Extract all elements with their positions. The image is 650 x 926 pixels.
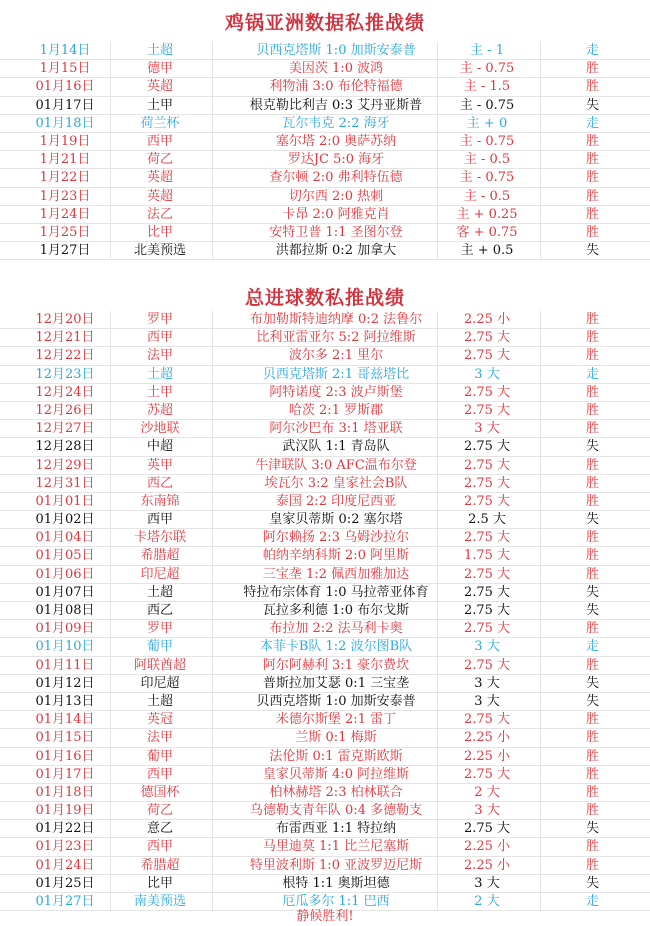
- league-cell: 西乙: [146, 475, 173, 491]
- league-cell: 葡甲: [146, 748, 173, 764]
- table-row: [0, 657, 650, 675]
- line-cell: 2.25 小: [463, 730, 511, 746]
- result-cell: 失: [585, 603, 599, 618]
- result-cell: 胜: [585, 402, 599, 418]
- table-row: [0, 638, 650, 656]
- line-cell: 3 大: [474, 366, 500, 382]
- league-cell: 法甲: [146, 348, 173, 364]
- match-cell: 米德尔斯堡 2:1 雷丁: [275, 712, 397, 728]
- line-cell: 主 - 0.75: [459, 170, 515, 186]
- match-cell: 比利亚雷亚尔 5:2 阿拉维斯: [256, 330, 416, 346]
- date-cell: 12月23日: [35, 366, 95, 382]
- column-divider: [212, 311, 213, 911]
- result-cell: 胜: [585, 857, 599, 873]
- league-cell: 土甲: [146, 384, 173, 400]
- league-cell: 葡甲: [146, 639, 173, 655]
- line-cell: 3 大: [474, 639, 500, 655]
- date-cell: 01月17日: [35, 97, 95, 113]
- line-cell: 主 + 0.5: [460, 243, 514, 259]
- league-cell: 法乙: [146, 206, 173, 222]
- table-row: [0, 584, 650, 602]
- result-cell: 胜: [585, 657, 599, 673]
- result-cell: 失: [585, 584, 599, 600]
- date-cell: 1月21日: [39, 152, 91, 168]
- league-cell: 中超: [146, 439, 173, 455]
- result-cell: 失: [585, 875, 599, 891]
- date-cell: 12月29日: [35, 457, 95, 473]
- league-cell: 法甲: [146, 730, 173, 746]
- league-cell: 荷兰杯: [140, 115, 180, 131]
- match-cell: 法伦斯 0:1 雷克斯欧斯: [269, 748, 403, 764]
- league-cell: 希腊超: [140, 857, 180, 873]
- match-cell: 兰斯 0:1 梅斯: [295, 730, 377, 746]
- result-cell: 失: [585, 439, 599, 455]
- table-row: [0, 784, 650, 802]
- line-cell: 主 - 1: [470, 43, 504, 58]
- date-cell: 12月27日: [35, 421, 95, 437]
- match-cell: 布雷西亚 1:1 特拉纳: [275, 821, 397, 837]
- table-row: [0, 748, 650, 766]
- league-cell: 德国杯: [140, 784, 180, 800]
- date-cell: 01月12日: [35, 675, 95, 691]
- match-cell: 乌德勒支青年队 0:4 多德勒支: [249, 803, 423, 819]
- match-cell: 罗达JC 5:0 海牙: [287, 152, 385, 168]
- date-cell: 1月27日: [39, 243, 91, 259]
- line-cell: 2.75 大: [463, 621, 511, 637]
- date-cell: 01月22日: [35, 821, 95, 837]
- date-cell: 1月23日: [39, 188, 91, 204]
- table-row: [0, 78, 650, 96]
- league-cell: 苏超: [146, 402, 173, 418]
- result-cell: 胜: [585, 224, 599, 240]
- line-cell: 2.75 大: [463, 439, 511, 455]
- date-cell: 01月15日: [35, 730, 95, 746]
- league-cell: 德甲: [146, 61, 173, 77]
- table-row: [0, 875, 650, 893]
- line-cell: 3 大: [474, 675, 500, 691]
- match-cell: 帕纳辛纳科斯 2:0 阿里斯: [262, 548, 410, 564]
- line-cell: 2.75 大: [463, 657, 511, 673]
- line-cell: 2.25 小: [463, 839, 511, 855]
- match-cell: 塞尔塔 2:0 奥萨苏纳: [275, 133, 397, 149]
- league-cell: 东南锦: [140, 493, 180, 509]
- date-cell: 01月13日: [35, 693, 95, 709]
- league-cell: 沙地联: [140, 421, 180, 437]
- match-cell: 布加勒斯特迪纳摩 0:2 法鲁尔: [249, 312, 423, 327]
- result-cell: 走: [585, 43, 599, 58]
- result-cell: 胜: [585, 79, 599, 95]
- match-cell: 武汉队 1:1 青岛队: [282, 439, 390, 455]
- date-cell: 01月19日: [35, 803, 95, 819]
- table-row: [0, 566, 650, 584]
- league-cell: 西甲: [146, 512, 173, 528]
- line-cell: 3 大: [474, 693, 500, 709]
- line-cell: 2.75 大: [463, 475, 511, 491]
- league-cell: 罗甲: [146, 621, 173, 637]
- line-cell: 2.5 大: [468, 512, 506, 528]
- league-cell: 南美预选: [133, 894, 186, 909]
- match-cell: 洪都拉斯 0:2 加拿大: [275, 243, 397, 259]
- result-cell: 胜: [585, 421, 599, 437]
- table-row: [0, 242, 650, 260]
- line-cell: 2.75 大: [463, 530, 511, 546]
- match-cell: 哈茨 2:1 罗斯郡: [288, 402, 384, 418]
- table-row: [0, 475, 650, 493]
- match-cell: 利物浦 3:0 布伦特福德: [269, 79, 403, 95]
- league-cell: 土超: [146, 693, 173, 709]
- date-cell: 01月18日: [35, 115, 95, 131]
- column-divider: [540, 311, 541, 911]
- result-cell: 胜: [585, 188, 599, 204]
- result-cell: 胜: [585, 170, 599, 186]
- league-cell: 英超: [146, 188, 173, 204]
- date-cell: 12月20日: [35, 312, 95, 327]
- league-cell: 西甲: [146, 133, 173, 149]
- league-cell: 英超: [146, 79, 173, 95]
- result-cell: 胜: [585, 384, 599, 400]
- league-cell: 罗甲: [146, 312, 173, 327]
- match-cell: 瓦尔韦克 2:2 海牙: [282, 115, 390, 131]
- column-divider: [540, 42, 541, 260]
- line-cell: 2.75 大: [463, 821, 511, 837]
- result-cell: 失: [585, 675, 599, 691]
- column-divider: [110, 42, 111, 260]
- line-cell: 主 + 0: [466, 115, 508, 131]
- result-cell: 胜: [585, 330, 599, 346]
- league-cell: 荷乙: [146, 152, 173, 168]
- match-cell: 查尔顿 2:0 弗利特伍德: [269, 170, 403, 186]
- table-row: [0, 766, 650, 784]
- league-cell: 西甲: [146, 839, 173, 855]
- league-cell: 土甲: [146, 97, 173, 113]
- match-cell: 布拉加 2:2 法马利卡奥: [269, 621, 403, 637]
- league-cell: 卡塔尔联: [133, 530, 186, 546]
- result-cell: 胜: [585, 312, 599, 327]
- league-cell: 意乙: [146, 821, 173, 837]
- result-cell: 胜: [585, 133, 599, 149]
- league-cell: 英超: [146, 170, 173, 186]
- match-cell: 阿尔赖扬 2:3 乌姆沙拉尔: [262, 530, 410, 546]
- result-cell: 走: [585, 639, 599, 655]
- match-cell: 皇家贝蒂斯 4:0 阿拉维斯: [262, 766, 410, 782]
- date-cell: 12月24日: [35, 384, 95, 400]
- line-cell: 2.75 大: [463, 603, 511, 618]
- line-cell: 客 + 0.75: [456, 224, 518, 240]
- table-row: [0, 693, 650, 711]
- date-cell: 01月10日: [35, 639, 95, 655]
- match-cell: 切尔西 2:0 热刺: [288, 188, 384, 204]
- table-row: [0, 547, 650, 565]
- table-row: [0, 457, 650, 475]
- date-cell: 01月14日: [35, 712, 95, 728]
- line-cell: 主 + 0.25: [456, 206, 518, 222]
- date-cell: 1月25日: [39, 224, 91, 240]
- result-cell: 胜: [585, 548, 599, 564]
- table-row: [0, 347, 650, 365]
- result-cell: 失: [585, 821, 599, 837]
- date-cell: 1月24日: [39, 206, 91, 222]
- match-cell: 马里迪莫 1:1 比兰尼塞斯: [262, 839, 410, 855]
- result-cell: 走: [585, 115, 599, 131]
- result-cell: 失: [585, 693, 599, 709]
- match-cell: 根克勒比利吉 0:3 艾丹亚斯普: [249, 97, 423, 113]
- result-cell: 胜: [585, 730, 599, 746]
- date-cell: 01月07日: [35, 584, 95, 600]
- asian-handicap-table: [0, 42, 650, 260]
- date-cell: 12月28日: [35, 439, 95, 455]
- date-cell: 01月06日: [35, 566, 95, 582]
- result-cell: 胜: [585, 621, 599, 637]
- result-cell: 胜: [585, 748, 599, 764]
- match-cell: 特拉布宗体育 1:0 马拉蒂亚体育: [243, 584, 429, 600]
- match-cell: 牛津联队 3:0 AFC温布尔登: [255, 457, 417, 473]
- table-row: [0, 133, 650, 151]
- table-row: [0, 838, 650, 856]
- table-row: [0, 820, 650, 838]
- date-cell: 12月26日: [35, 402, 95, 418]
- result-cell: 失: [585, 512, 599, 528]
- line-cell: 主 - 0.75: [459, 61, 515, 77]
- match-cell: 普斯拉加艾瑟 0:1 三宝垄: [262, 675, 410, 691]
- match-cell: 贝西克塔斯 1:0 加斯安泰普: [256, 693, 416, 709]
- result-cell: 胜: [585, 61, 599, 77]
- line-cell: 2.75 大: [463, 457, 511, 473]
- table-row: [0, 97, 650, 115]
- date-cell: 01月24日: [35, 857, 95, 873]
- match-cell: 瓦拉多利德 1:0 布尔戈斯: [262, 603, 410, 618]
- line-cell: 主 - 0.75: [459, 133, 515, 149]
- date-cell: 01月08日: [35, 603, 95, 618]
- date-cell: 1月14日: [39, 43, 91, 58]
- league-cell: 西甲: [146, 330, 173, 346]
- table-row: [0, 675, 650, 693]
- date-cell: 12月22日: [35, 348, 95, 364]
- result-cell: 胜: [585, 206, 599, 222]
- match-cell: 特里波利斯 1:0 亚波罗迈尼斯: [249, 857, 423, 873]
- match-cell: 柏林赫塔 2:3 柏林联合: [269, 784, 403, 800]
- table-row: [0, 151, 650, 169]
- league-cell: 印尼超: [140, 675, 180, 691]
- league-cell: 比甲: [146, 875, 173, 891]
- column-divider: [437, 311, 438, 911]
- section2-title: 总进球数私推战绩: [244, 287, 405, 309]
- line-cell: 2.75 大: [463, 493, 511, 509]
- result-cell: 走: [585, 894, 599, 909]
- line-cell: 3 大: [474, 803, 500, 819]
- table-row: [0, 42, 650, 60]
- table-row: [0, 493, 650, 511]
- league-cell: 西乙: [146, 603, 173, 618]
- result-cell: 胜: [585, 152, 599, 168]
- table-row: [0, 711, 650, 729]
- line-cell: 2.75 大: [463, 766, 511, 782]
- line-cell: 2.75 大: [463, 384, 511, 400]
- result-cell: 胜: [585, 766, 599, 782]
- result-cell: 胜: [585, 784, 599, 800]
- line-cell: 主 - 0.5: [463, 188, 511, 204]
- match-cell: 埃瓦尔 3:2 皇家社会B队: [264, 475, 408, 491]
- column-divider: [110, 311, 111, 911]
- section1-title: 鸡锅亚洲数据私推战绩: [224, 12, 425, 34]
- league-cell: 希腊超: [140, 548, 180, 564]
- league-cell: 土超: [146, 584, 173, 600]
- result-cell: 胜: [585, 712, 599, 728]
- table-row: [0, 620, 650, 638]
- date-cell: 01月27日: [35, 894, 95, 909]
- table-row: [0, 60, 650, 78]
- line-cell: 2 大: [474, 784, 500, 800]
- table-row: [0, 384, 650, 402]
- result-cell: 胜: [585, 530, 599, 546]
- line-cell: 2.75 大: [463, 402, 511, 418]
- date-cell: 01月02日: [35, 512, 95, 528]
- line-cell: 2.25 小: [463, 312, 511, 327]
- match-cell: 安特卫普 1:1 圣图尔登: [269, 224, 403, 240]
- table-row: [0, 169, 650, 187]
- league-cell: 西甲: [146, 766, 173, 782]
- result-cell: 失: [585, 97, 599, 113]
- line-cell: 2.75 大: [463, 348, 511, 364]
- line-cell: 主 - 0.75: [459, 97, 515, 113]
- table-row: [0, 857, 650, 875]
- result-cell: 胜: [585, 475, 599, 491]
- match-cell: 贝西克塔斯 2:1 哥兹塔比: [262, 366, 410, 382]
- line-cell: 2 大: [474, 894, 500, 909]
- match-cell: 本菲卡B队 1:2 波尔图B队: [259, 639, 413, 655]
- result-cell: 胜: [585, 839, 599, 855]
- league-cell: 荷乙: [146, 803, 173, 819]
- league-cell: 比甲: [146, 224, 173, 240]
- date-cell: 12月31日: [35, 475, 95, 491]
- line-cell: 2.75 大: [463, 712, 511, 728]
- match-cell: 卡昂 2:0 阿雅克肖: [282, 206, 390, 222]
- result-cell: 胜: [585, 493, 599, 509]
- table-row: [0, 729, 650, 747]
- result-cell: 胜: [585, 348, 599, 364]
- line-cell: 主 - 0.5: [463, 152, 511, 168]
- result-cell: 胜: [585, 566, 599, 582]
- date-cell: 01月18日: [35, 784, 95, 800]
- table-row: [0, 602, 650, 620]
- footer-text: 静候胜利!: [296, 909, 354, 924]
- column-divider: [212, 42, 213, 260]
- result-cell: 胜: [585, 803, 599, 819]
- match-cell: 阿尔沙巴布 3:1 塔亚联: [269, 421, 403, 437]
- table-row: [0, 529, 650, 547]
- table-row: [0, 329, 650, 347]
- line-cell: 1.75 大: [463, 548, 511, 564]
- table-row: [0, 420, 650, 438]
- date-cell: 1月19日: [39, 133, 91, 149]
- match-cell: 阿尔阿赫利 3:1 豪尔费坎: [262, 657, 410, 673]
- date-cell: 01月23日: [35, 839, 95, 855]
- result-cell: 胜: [585, 457, 599, 473]
- match-cell: 厄瓜多尔 1:1 巴西: [282, 894, 390, 909]
- table-row: [0, 206, 650, 224]
- line-cell: 2.75 大: [463, 330, 511, 346]
- line-cell: 3 大: [474, 421, 500, 437]
- match-cell: 波尔多 2:1 里尔: [288, 348, 384, 364]
- line-cell: 2.25 小: [463, 748, 511, 764]
- date-cell: 01月04日: [35, 530, 95, 546]
- league-cell: 英甲: [146, 457, 173, 473]
- line-cell: 2.75 大: [463, 584, 511, 600]
- total-goals-table: [0, 311, 650, 911]
- table-row: [0, 802, 650, 820]
- match-cell: 美因茨 1:0 波鸿: [288, 61, 384, 77]
- league-cell: 阿联酋超: [133, 657, 186, 673]
- line-cell: 2.75 大: [463, 566, 511, 582]
- column-divider: [437, 42, 438, 260]
- match-cell: 阿特诺度 2:3 波卢斯堡: [269, 384, 403, 400]
- result-cell: 走: [585, 366, 599, 382]
- line-cell: 主 - 1.5: [463, 79, 511, 95]
- date-cell: 01月11日: [35, 657, 95, 673]
- league-cell: 北美预选: [133, 243, 186, 259]
- match-cell: 三宝垄 1:2 佩西加雅加达: [262, 566, 410, 582]
- line-cell: 2.25 小: [463, 857, 511, 873]
- date-cell: 1月22日: [39, 170, 91, 186]
- date-cell: 12月21日: [35, 330, 95, 346]
- league-cell: 英冠: [146, 712, 173, 728]
- date-cell: 01月05日: [35, 548, 95, 564]
- date-cell: 01月01日: [35, 493, 95, 509]
- table-row: [0, 511, 650, 529]
- table-row: [0, 402, 650, 420]
- table-row: [0, 366, 650, 384]
- match-cell: 贝西克塔斯 1:0 加斯安泰普: [256, 43, 416, 58]
- match-cell: 根特 1:1 奥斯坦德: [282, 875, 390, 891]
- table-row: [0, 115, 650, 133]
- date-cell: 1月15日: [39, 61, 91, 77]
- league-cell: 土超: [146, 366, 173, 382]
- table-row: [0, 224, 650, 242]
- line-cell: 3 大: [474, 875, 500, 891]
- result-cell: 失: [585, 243, 599, 259]
- match-cell: 皇家贝蒂斯 0:2 塞尔塔: [269, 512, 403, 528]
- table-row: [0, 438, 650, 456]
- match-cell: 泰国 2:2 印度尼西亚: [275, 493, 397, 509]
- date-cell: 01月25日: [35, 875, 95, 891]
- date-cell: 01月17日: [35, 766, 95, 782]
- league-cell: 印尼超: [140, 566, 180, 582]
- table-row: [0, 188, 650, 206]
- date-cell: 01月16日: [35, 79, 95, 95]
- table-row: [0, 311, 650, 329]
- date-cell: 01月09日: [35, 621, 95, 637]
- date-cell: 01月16日: [35, 748, 95, 764]
- league-cell: 土超: [146, 43, 173, 58]
